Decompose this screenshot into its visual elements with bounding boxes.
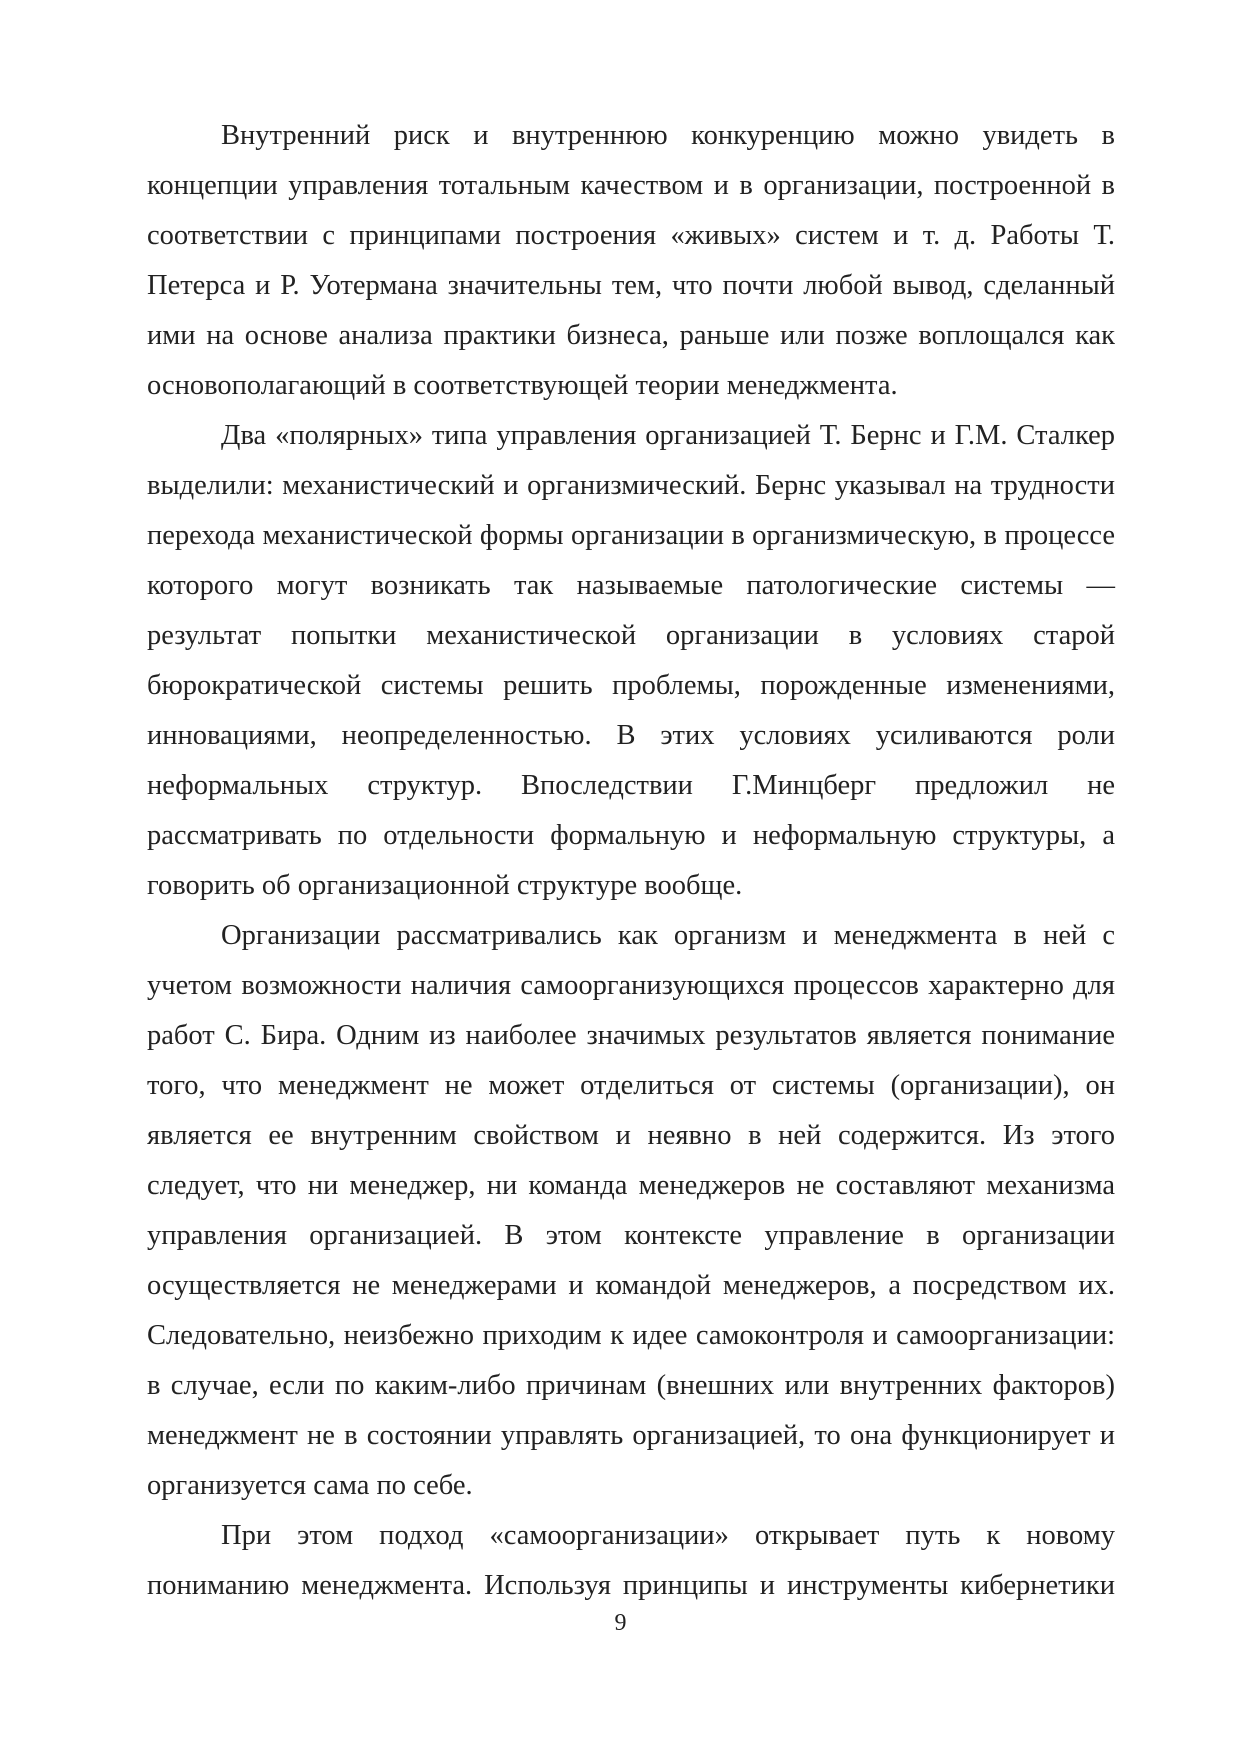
body-text [147, 111, 1115, 1611]
paragraph-4: При этом подход «самоорганизации» открывает путь к новому пониманию менеджмента. Используя принципы и инструменты кибернетики [147, 1520, 1115, 1601]
page-number: 9 [614, 1610, 627, 1636]
paragraph-2: Два «полярных» типа управления организацией Т. Бернс и Г.М. Сталкер выделили: механистический и организмический. Бернс указывал на трудности перехода механистической формы организации в организмическую, в процессе которого могут возникать так называемые патологические системы — результат попытки механистической организации в условиях старой бюрократической системы решить проблемы, порожденные изменениями, инновациями, неопределенностью. В этих условиях усиливаются роли неформальных структур. Впоследствии Г.Минцберг предложил не рассматривать по отдельности формальную и неформальную структуры, а говорить об организационной структуре вообще. [147, 420, 1115, 901]
paragraph-1: Внутренний риск и внутреннюю конкуренцию можно увидеть в концепции управления тотальным качеством и в организации, построенной в соответствии с принципами построения «живых» систем и т. д. Работы Т. Петерса и Р. Уотермана значительны тем, что почти любой вывод, сделанный ими на основе анализа практики бизнеса, раньше или позже воплощался как основополагающий в соответствующей теории менеджмента. [147, 120, 1115, 401]
paragraph-3: Организации рассматривались как организм и менеджмента в ней с учетом возможности наличия самоорганизующихся процессов характерно для работ С. Бира. Одним из наиболее значимых результатов является понимание того, что менеджмент не может отделиться от системы (организации), он является ее внутренним свойством и неявно в ней содержится. Из этого следует, что ни менеджер, ни команда менеджеров не составляют механизма управления организацией. В этом контексте управление в организации осуществляется не менеджерами и командой менеджеров, а посредством их. Следовательно, неизбежно приходим к идее самоконтроля и самоорганизации: в случае, если по каким-либо причинам (внешних или внутренних факторов) менеджмент не в состоянии управлять организацией, то она функционирует и организуется сама по себе. [147, 920, 1115, 1501]
